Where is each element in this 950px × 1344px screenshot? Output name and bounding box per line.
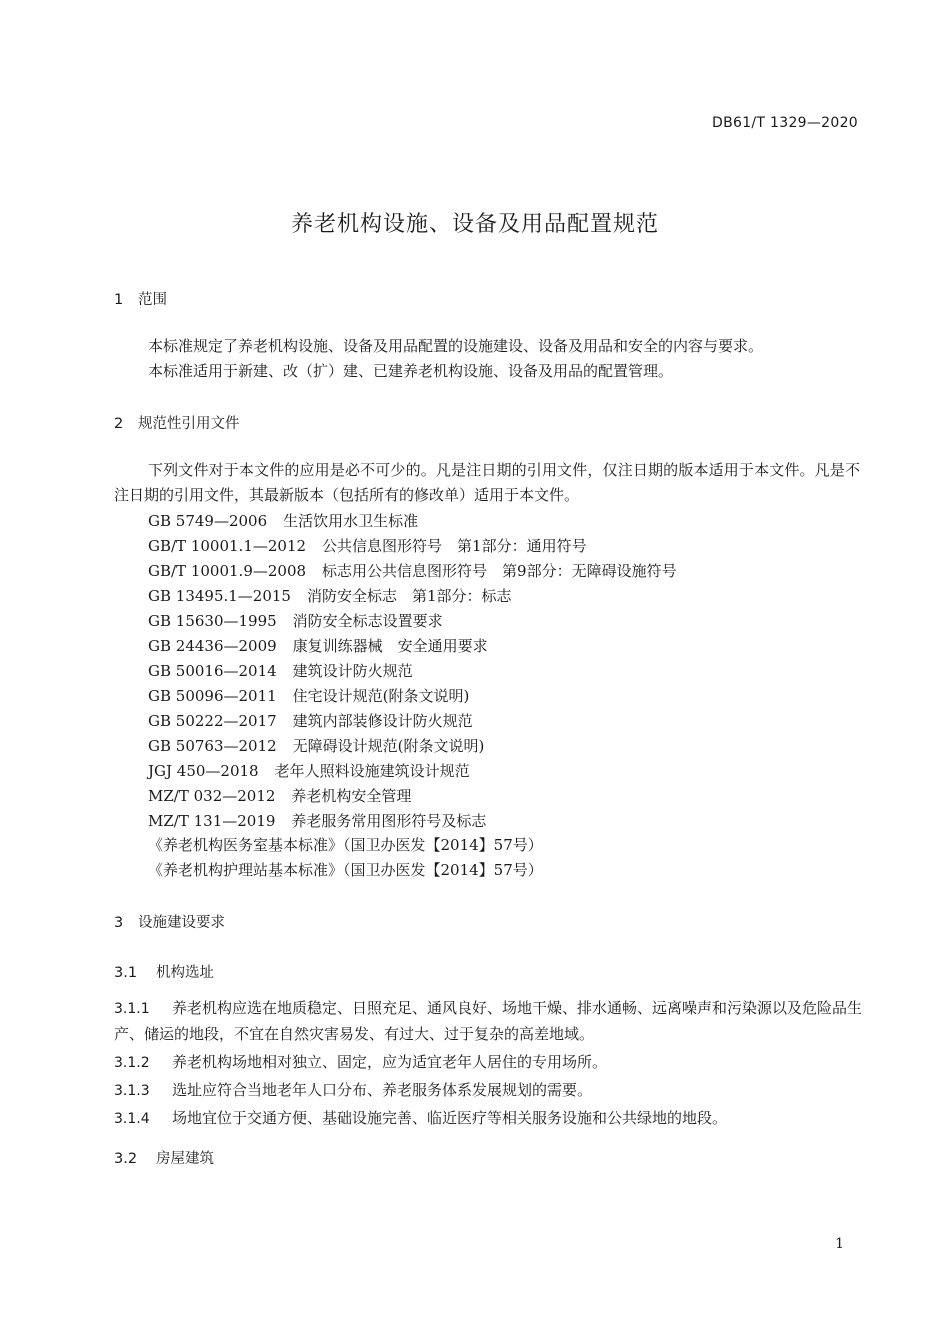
clause-text: 选址应符合当地老年人口分布、养老服务体系发展规划的需要。 — [172, 1081, 593, 1099]
reference-title: 养老服务常用图形符号及标志 — [291, 812, 487, 830]
subsection-number: 3.1 — [114, 965, 138, 981]
reference-code: JGJ 450—2018 — [148, 762, 259, 780]
reference-title: 养老机构安全管理 — [291, 787, 412, 805]
clause-3-1-3 — [114, 1078, 862, 1104]
reference-title: 公共信息图形符号 第1部分：通用符号 — [322, 537, 587, 555]
subsection-number: 3.2 — [114, 1151, 138, 1167]
reference-title: 建筑设计防火规范 — [292, 662, 413, 680]
reference-item — [148, 585, 512, 606]
reference-code: GB 24436—2009 — [148, 637, 277, 655]
reference-code: GB 50763—2012 — [148, 737, 277, 755]
clause-number: 3.1.4 — [114, 1111, 150, 1127]
document-title: 养老机构设施、设备及用品配置规范 — [290, 212, 659, 237]
subsection-3-2-heading — [114, 1147, 214, 1168]
reference-title: 康复训练器械 安全通用要求 — [292, 637, 488, 655]
reference-title: 住宅设计规范(附条文说明) — [292, 687, 470, 705]
clause-3-1-4 — [114, 1106, 862, 1132]
reference-item — [148, 735, 484, 756]
reference-code: GB/T 10001.9—2008 — [148, 562, 307, 580]
reference-code: GB 50016—2014 — [148, 662, 277, 680]
subsection-title: 机构选址 — [156, 965, 214, 981]
reference-item — [148, 535, 587, 556]
section-2-intro: 下列文件对于本文件的应用是必不可少的。凡是注日期的引用文件，仅注日期的版本适用于本文件。凡是不注日期的引用文件，其最新版本（包括所有的修改单）适用于本文件。 — [114, 461, 860, 504]
clause-3-1-2 — [114, 1050, 862, 1076]
clause-3-1-1 — [114, 996, 862, 1047]
reference-item — [148, 760, 470, 781]
page-number: 1 — [835, 1236, 844, 1252]
reference-item — [148, 560, 677, 581]
reference-title: 生活饮用水卫生标准 — [283, 512, 419, 530]
section-2-heading — [114, 412, 240, 433]
section-number: 2 — [114, 416, 124, 432]
reference-title: 消防安全标志 第1部分：标志 — [306, 587, 512, 605]
reference-title: 标志用公共信息图形符号 第9部分：无障碍设施符号 — [322, 562, 677, 580]
section-1-heading — [114, 288, 167, 309]
reference-code: GB 50222—2017 — [148, 712, 277, 730]
section-number: 3 — [114, 915, 124, 931]
reference-code: MZ/T 131—2019 — [148, 812, 276, 830]
reference-item — [148, 610, 443, 631]
subsection-title: 房屋建筑 — [156, 1151, 214, 1167]
reference-item — [148, 660, 413, 681]
document-code: DB61/T 1329—2020 — [712, 115, 858, 131]
clause-text: 养老机构应选在地质稳定、日照充足、通风良好、场地干燥、排水通畅、远离噪声和污染源以及危险品生产、储运的地段，不宜在自然灾害易发、有过大、过于复杂的高差地域。 — [114, 999, 863, 1043]
section-title: 范围 — [138, 292, 167, 308]
reference-item — [148, 710, 473, 731]
section-title: 规范性引用文件 — [138, 416, 240, 432]
reference-item — [148, 635, 488, 656]
section-1-paragraph-1: 本标准规定了养老机构设施、设备及用品配置的设施建设、设备及用品和安全的内容与要求。 — [148, 337, 764, 355]
clause-text: 场地宜位于交通方便、基础设施完善、临近医疗等相关服务设施和公共绿地的地段。 — [172, 1109, 728, 1127]
reference-code: GB 5749—2006 — [148, 512, 268, 530]
subsection-3-1-heading — [114, 961, 214, 982]
reference-code: GB 15630—1995 — [148, 612, 277, 630]
reference-title: 无障碍设计规范(附条文说明) — [292, 737, 485, 755]
reference-code: MZ/T 032—2012 — [148, 787, 276, 805]
reference-code: GB 50096—2011 — [148, 687, 277, 705]
clause-text: 养老机构场地相对独立、固定，应为适宜老年人居住的专用场所。 — [172, 1053, 608, 1071]
section-title: 设施建设要求 — [138, 915, 225, 931]
reference-item — [148, 785, 411, 806]
clause-number: 3.1.3 — [114, 1083, 150, 1099]
reference-code: GB/T 10001.1—2012 — [148, 537, 307, 555]
clause-number: 3.1.1 — [114, 1001, 150, 1017]
reference-item — [148, 510, 418, 531]
clause-number: 3.1.2 — [114, 1055, 150, 1071]
reference-item — [148, 685, 469, 706]
reference-title: 消防安全标志设置要求 — [292, 612, 443, 630]
other-reference: 《养老机构医务室基本标准》（国卫办医发【2014】57号） — [148, 836, 543, 854]
section-3-heading — [114, 911, 225, 932]
reference-code: GB 13495.1—2015 — [148, 587, 291, 605]
other-reference: 《养老机构护理站基本标准》（国卫办医发【2014】57号） — [148, 861, 543, 879]
section-1-paragraph-2: 本标准适用于新建、改（扩）建、已建养老机构设施、设备及用品的配置管理。 — [148, 362, 674, 380]
reference-title: 老年人照料设施建筑设计规范 — [274, 762, 470, 780]
section-number: 1 — [114, 292, 124, 308]
reference-title: 建筑内部装修设计防火规范 — [292, 712, 473, 730]
reference-item — [148, 810, 486, 831]
